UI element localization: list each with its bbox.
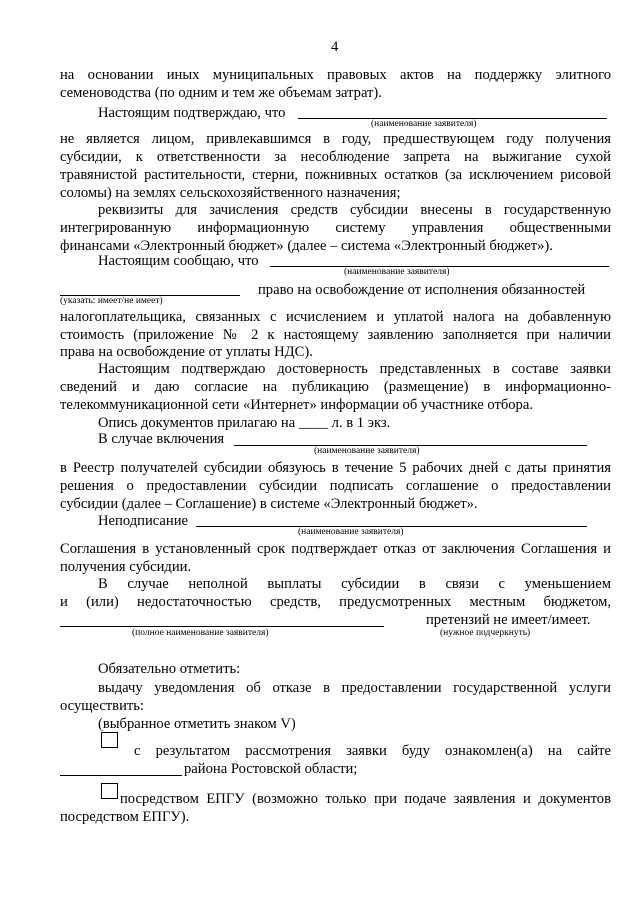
- paragraph-line: реквизиты для зачисления средств субсидии внесены в государственную: [98, 202, 611, 218]
- paragraph-line: финансами «Электронный бюджет» (далее – система «Электронный бюджет»).: [60, 238, 553, 254]
- option-label: посредством ЕПГУ (возможно только при подаче заявления и документов: [120, 791, 611, 807]
- option-label: района Ростовской области;: [184, 761, 358, 777]
- confirm-label: Настоящим подтверждаю, что: [98, 105, 286, 121]
- field-caption: (наименование заявителя): [371, 119, 477, 129]
- nonsign-label: Неподписание: [98, 513, 188, 529]
- field-caption: (наименование заявителя): [344, 267, 450, 277]
- full-name-field[interactable]: [60, 626, 384, 627]
- option-label: посредством ЕПГУ).: [60, 809, 190, 825]
- claims-line: претензий не имеет/имеет.: [426, 612, 591, 628]
- page-number: 4: [331, 39, 339, 55]
- paragraph-line: решения о предоставлении субсидии подписать соглашение о предоставлении: [60, 478, 611, 494]
- paragraph-line: стоимость (приложение № 2 к настоящему заявлению заполняется при наличии: [60, 327, 611, 343]
- paragraph-line: интегрированную информационную систему управления общественными: [60, 220, 611, 236]
- paragraph-line: семеноводства (по одним и тем же объемам затрат).: [60, 85, 382, 101]
- field-caption: (полное наименование заявителя): [132, 628, 269, 638]
- paragraph-line: в Реестр получателей субсидии обязуюсь в течение 5 рабочих дней с даты принятия: [60, 460, 611, 476]
- paragraph-line: право на освобождение от исполнения обязанностей: [258, 282, 586, 298]
- paragraph-line: выдачу уведомления об отказе в предоставлении государственной услуги: [98, 680, 611, 696]
- option-label: с результатом рассмотрения заявки буду ознакомлен(а) на сайте: [134, 743, 611, 759]
- paragraph-line: телекоммуникационной сети «Интернет» информации об участнике отбора.: [60, 397, 533, 413]
- paragraph-line: травянистой растительности, стерни, пожнивных остатков (за исключением рисовой: [60, 167, 611, 183]
- section-heading: Обязательно отметить:: [98, 661, 241, 677]
- inclusion-label: В случае включения: [98, 431, 225, 447]
- paragraph-line: субсидии (далее – Соглашение) в системе «Электронный бюджет».: [60, 496, 478, 512]
- paragraph-line: В случае неполной выплаты субсидии в связи с уменьшением: [98, 576, 611, 592]
- paragraph-line: получения субсидии.: [60, 559, 192, 575]
- checkbox-site-option[interactable]: [101, 732, 118, 748]
- paragraph-line: на основании иных муниципальных правовых актов на поддержку элитного: [60, 67, 611, 83]
- field-caption: (нужное подчеркнуть): [440, 628, 531, 638]
- paragraph-line: права на освобождение от уплаты НДС).: [60, 344, 313, 360]
- inform-label: Настоящим сообщаю, что: [98, 253, 259, 269]
- paragraph-line: осуществить:: [60, 698, 144, 714]
- site-name-field[interactable]: [60, 775, 182, 776]
- field-caption: (указать: имеет/не имеет): [60, 296, 163, 306]
- paragraph-line: налогоплательщика, связанных с исчислением и уплатой налога на добавленную: [60, 309, 611, 325]
- paragraph-line: не является лицом, привлекавшимся в году, предшествующем году получения: [60, 131, 611, 147]
- paragraph-line: сведений и даю согласие на публикацию (размещение) в информационно-: [60, 379, 611, 395]
- paragraph-line: Соглашения в установленный срок подтверждает отказ от заключения Соглашения и: [60, 541, 611, 557]
- paragraph-line: и (или) недостаточностью средств, предусмотренных местным бюджетом,: [60, 594, 611, 610]
- checkbox-epgu-option[interactable]: [101, 783, 118, 799]
- inventory-line: Опись документов прилагаю на ____ л. в 1 экз.: [98, 415, 391, 431]
- paragraph-line: Настоящим подтверждаю достоверность представленных в составе заявки: [98, 361, 611, 377]
- field-caption: (наименование заявителя): [298, 527, 404, 537]
- paragraph-line: субсидии, к ответственности за несоблюдение запрета на выжигание сухой: [60, 149, 611, 165]
- paragraph-line: соломы) на землях сельскохозяйственного назначения;: [60, 185, 401, 201]
- field-caption: (наименование заявителя): [314, 446, 420, 456]
- mark-hint: (выбранное отметить знаком V): [98, 716, 296, 732]
